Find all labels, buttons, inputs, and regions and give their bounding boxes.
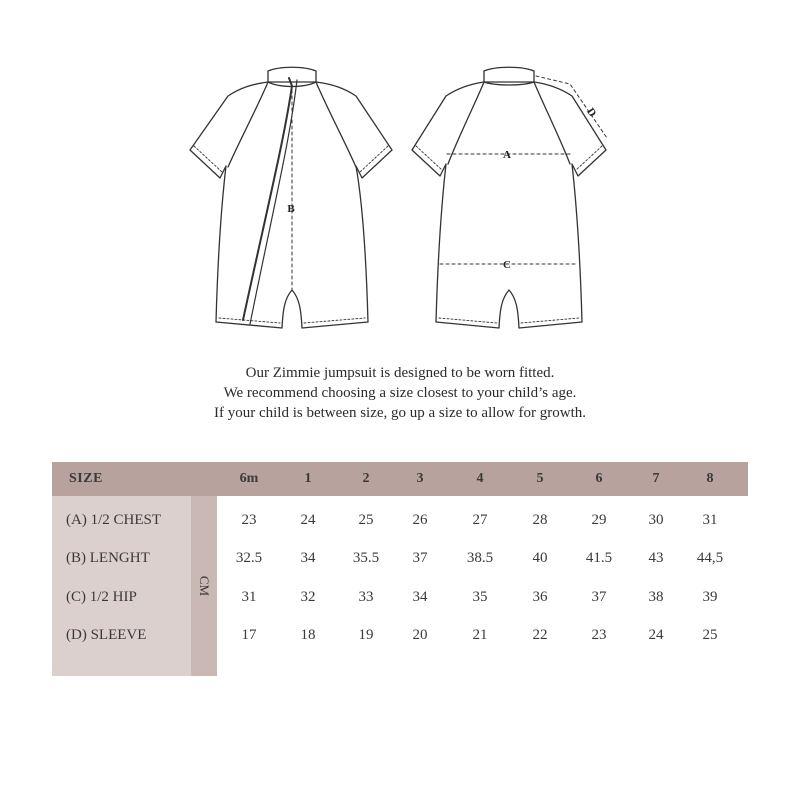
table-cell: 34 bbox=[300, 550, 316, 566]
row-label: (C) 1/2 HIP bbox=[66, 589, 137, 605]
table-cell: 31 bbox=[702, 512, 718, 528]
table-cell: 38.5 bbox=[466, 550, 494, 566]
fit-guidance-line-3: If your child is between size, go up a size to allow for growth. bbox=[214, 405, 586, 421]
table-cell: 33 bbox=[358, 589, 374, 605]
measurement-label-a: A bbox=[503, 149, 511, 161]
jumpsuit-measurement-diagram bbox=[0, 0, 800, 340]
table-cell: 38 bbox=[648, 589, 664, 605]
row-label: (A) 1/2 CHEST bbox=[66, 512, 161, 528]
table-cell: 18 bbox=[300, 627, 316, 643]
table-cell: 44,5 bbox=[696, 550, 724, 566]
table-cell: 39 bbox=[702, 589, 718, 605]
fit-guidance-line-2: We recommend choosing a size closest to your child’s age. bbox=[223, 385, 577, 401]
table-cell: 25 bbox=[358, 512, 374, 528]
table-cell: 30 bbox=[648, 512, 664, 528]
size-header-cell: 2 bbox=[362, 471, 370, 486]
size-header-cell: 3 bbox=[416, 471, 424, 486]
fit-guidance-line-1: Our Zimmie jumpsuit is designed to be worn fitted. bbox=[245, 365, 555, 381]
table-cell: 43 bbox=[648, 550, 664, 566]
measurement-label-c: C bbox=[503, 259, 511, 271]
table-cell: 21 bbox=[472, 627, 488, 643]
table-cell: 37 bbox=[412, 550, 428, 566]
row-label: (D) SLEEVE bbox=[66, 627, 147, 643]
fit-guidance-text bbox=[0, 363, 800, 423]
table-cell: 36 bbox=[532, 589, 548, 605]
table-cell: 32.5 bbox=[235, 550, 263, 566]
size-chart-table bbox=[52, 462, 748, 676]
table-cell: 27 bbox=[472, 512, 488, 528]
table-cell: 32 bbox=[300, 589, 316, 605]
table-cell: 24 bbox=[648, 627, 664, 643]
jumpsuit-front-drawing bbox=[190, 67, 392, 328]
size-header-cell: 6m bbox=[239, 471, 259, 486]
table-cell: 34 bbox=[412, 589, 428, 605]
table-cell: 23 bbox=[591, 627, 607, 643]
table-cell: 19 bbox=[358, 627, 374, 643]
table-cell: 35 bbox=[472, 589, 488, 605]
size-header-cell: 4 bbox=[476, 471, 484, 486]
size-header-cell: 8 bbox=[706, 471, 714, 486]
table-cell: 22 bbox=[532, 627, 548, 643]
size-header-cell: 5 bbox=[536, 471, 544, 486]
table-cell: 23 bbox=[241, 512, 257, 528]
size-header-cell: 6 bbox=[595, 471, 603, 486]
measurement-label-b: B bbox=[287, 203, 295, 215]
table-cell: 31 bbox=[241, 589, 257, 605]
table-cell: 41.5 bbox=[585, 550, 613, 566]
measurement-label-d: D bbox=[583, 105, 599, 120]
table-cell: 28 bbox=[532, 512, 548, 528]
table-cell: 20 bbox=[412, 627, 428, 643]
table-cell: 35.5 bbox=[352, 550, 380, 566]
table-cell: 17 bbox=[241, 627, 257, 643]
size-header-label: SIZE bbox=[69, 471, 103, 486]
size-header-cell: 7 bbox=[652, 471, 660, 486]
table-cell: 24 bbox=[300, 512, 316, 528]
table-cell: 40 bbox=[532, 550, 548, 566]
table-cell: 25 bbox=[702, 627, 718, 643]
row-label: (B) LENGHT bbox=[66, 550, 150, 566]
table-cell: 37 bbox=[591, 589, 607, 605]
jumpsuit-back-drawing bbox=[412, 67, 607, 328]
unit-label: CM bbox=[197, 575, 212, 597]
table-cell: 26 bbox=[412, 512, 428, 528]
table-cell: 29 bbox=[591, 512, 607, 528]
size-header-cell: 1 bbox=[304, 471, 312, 486]
